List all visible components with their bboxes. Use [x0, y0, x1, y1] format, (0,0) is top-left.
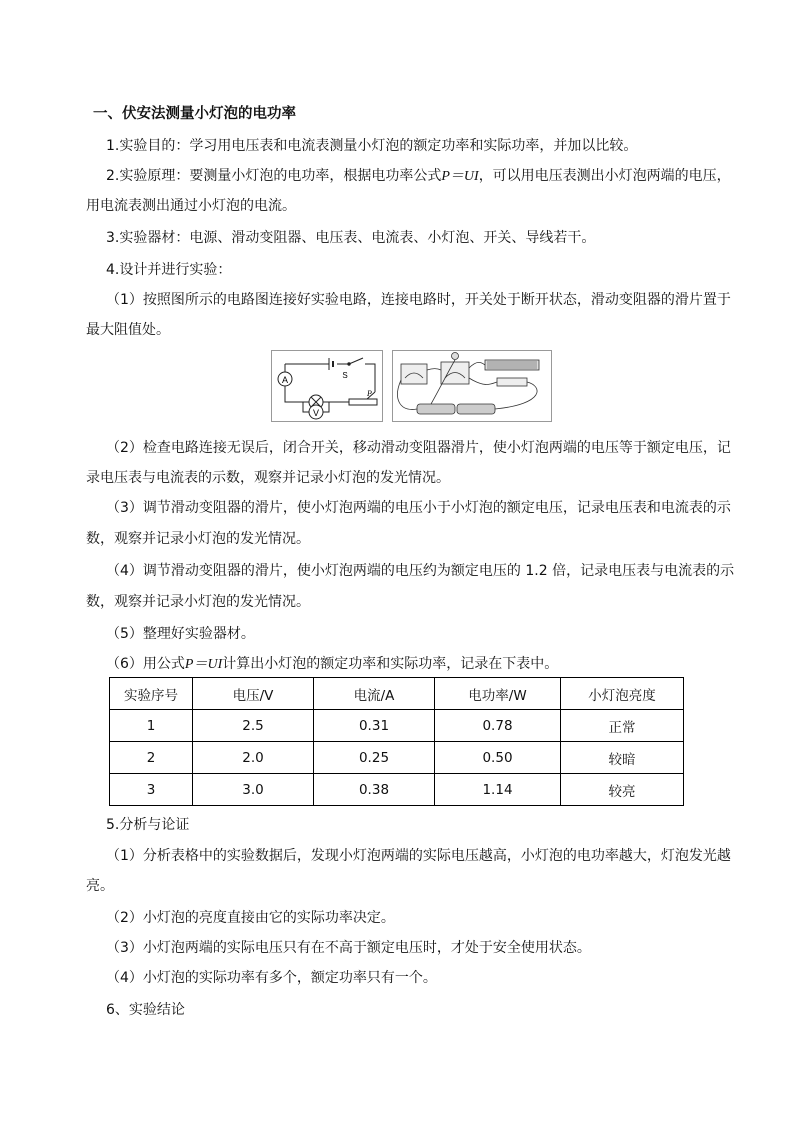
header-trial-number: 实验序号 — [110, 678, 193, 710]
table-cell: 3.0 — [193, 774, 314, 806]
schematic-frame — [272, 351, 383, 422]
header-brightness: 小灯泡亮度 — [561, 678, 684, 710]
slider-label: P — [367, 389, 372, 398]
analysis3-line: （3）小灯泡两端的实际电压只有在不高于额定电压时，才处于安全使用状态。 — [106, 940, 591, 956]
header-current: 电流/A — [314, 678, 435, 710]
step5-line: （5）整理好实验器材。 — [106, 626, 255, 642]
battery-device-2 — [457, 404, 495, 414]
principle-paragraph-line2: 用电流表测出通过小灯泡的电流。 — [86, 198, 296, 214]
results-table — [109, 677, 684, 806]
rheostat-device — [485, 360, 539, 370]
table-cell: 较暗 — [561, 742, 684, 774]
purpose-paragraph: 1.实验目的：学习用电压表和电流表测量小灯泡的额定功率和实际功率，并加以比较。 — [106, 138, 638, 154]
section-heading: 一、伏安法测量小灯泡的电功率 — [93, 106, 296, 122]
table-row — [110, 774, 684, 806]
lamp-device — [452, 353, 459, 360]
analysis1-line1: （1）分析表格中的实验数据后，发现小灯泡两端的实际电压越高，小灯泡的电功率越大，灯泡发光越 — [106, 848, 731, 864]
analysis1-line2: 亮。 — [86, 878, 114, 894]
battery-device-1 — [417, 404, 455, 414]
table-cell: 2.0 — [193, 742, 314, 774]
table-cell: 0.78 — [435, 710, 561, 742]
table-cell: 1.14 — [435, 774, 561, 806]
table-cell: 1 — [110, 710, 193, 742]
power-formula: P＝UI — [184, 657, 223, 672]
table-row — [110, 742, 684, 774]
table-cell: 0.38 — [314, 774, 435, 806]
design-heading: 4.设计并进行实验： — [106, 262, 232, 278]
table-cell: 2 — [110, 742, 193, 774]
step6-line: （6）用公式P＝UI计算出小灯泡的额定功率和实际功率，记录在下表中。 — [106, 656, 559, 672]
ammeter-label: A — [281, 375, 289, 385]
step1-line2: 最大阻值处。 — [86, 322, 170, 338]
header-power: 电功率/W — [435, 678, 561, 710]
table-cell: 正常 — [561, 710, 684, 742]
circuit-figure — [271, 350, 553, 426]
step3-line2: 数，观察并记录小灯泡的发光情况。 — [86, 531, 310, 547]
table-header-row — [110, 678, 684, 710]
analysis2-line: （2）小灯泡的亮度直接由它的实际功率决定。 — [106, 910, 395, 926]
conclusion-heading: 6、实验结论 — [106, 1002, 185, 1018]
table-cell: 3 — [110, 774, 193, 806]
analysis4-line: （4）小灯泡的实际功率有多个，额定功率只有一个。 — [106, 970, 437, 986]
step1-line1: （1）按照图所示的电路图连接好实验电路，连接电路时，开关处于断开状态，滑动变阻器的滑片置于 — [106, 292, 731, 308]
step3-line1: （3）调节滑动变阻器的滑片，使小灯泡两端的电压小于小灯泡的额定电压，记录电压表和电流表的示 — [106, 500, 731, 516]
power-formula: P＝UI — [441, 169, 479, 184]
analysis-heading: 5.分析与论证 — [106, 817, 190, 833]
header-voltage: 电压/V — [193, 678, 314, 710]
step2-line2: 录电压表与电流表的示数，观察并记录小灯泡的发光情况。 — [86, 470, 450, 486]
table-cell: 较亮 — [561, 774, 684, 806]
switch-label: S — [342, 371, 348, 380]
table-cell: 2.5 — [193, 710, 314, 742]
step2-line1: （2）检查电路连接无误后，闭合开关，移动滑动变阻器滑片，使小灯泡两端的电压等于额定电压，记 — [106, 440, 731, 456]
table-row — [110, 710, 684, 742]
voltmeter-label: V — [312, 408, 320, 418]
step4-line1: （4）调节滑动变阻器的滑片，使小灯泡两端的电压约为额定电压的 1.2 倍，记录电压表与电流表的示 — [106, 563, 735, 579]
table-cell: 0.50 — [435, 742, 561, 774]
table-cell: 0.31 — [314, 710, 435, 742]
step4-line2: 数，观察并记录小灯泡的发光情况。 — [86, 594, 310, 610]
table-cell: 0.25 — [314, 742, 435, 774]
voltmeter-device — [401, 364, 427, 384]
principle-paragraph-line1: 2.实验原理：要测量小灯泡的电功率，根据电功率公式P＝UI，可以用电压表测出小灯泡两端的电压， — [106, 168, 731, 184]
ammeter-device — [441, 362, 469, 384]
switch-device — [497, 378, 527, 386]
equipment-paragraph: 3.实验器材：电源、滑动变阻器、电压表、电流表、小灯泡、开关、导线若干。 — [106, 230, 596, 246]
circuit-figure-svg — [271, 350, 553, 422]
